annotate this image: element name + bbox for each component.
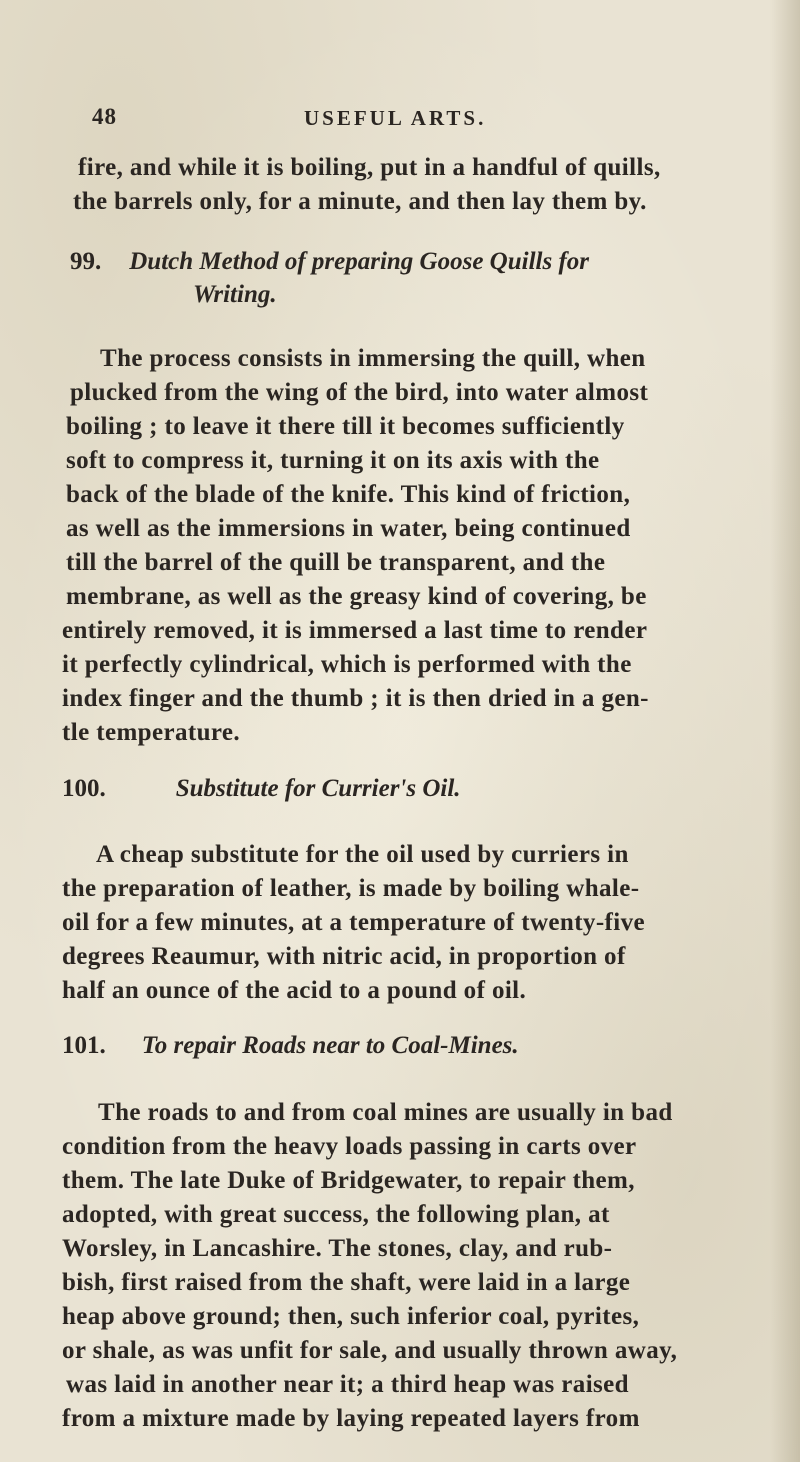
text-line: entirely removed, it is immersed a last time to render	[62, 617, 648, 644]
text-line: membrane, as well as the greasy kind of covering, be	[66, 583, 647, 610]
text-line: index finger and the thumb ; it is then dried in a gen-	[62, 685, 649, 712]
section-title: Substitute for Currier's Oil.	[175, 775, 461, 802]
text-line: them. The late Duke of Bridgewater, to repair them,	[62, 1167, 635, 1194]
section-title: To repair Roads near to Coal-Mines.	[141, 1032, 519, 1059]
text-line: it perfectly cylindrical, which is performed with the	[62, 651, 632, 678]
text-line: plucked from the wing of the bird, into water almost	[70, 379, 649, 406]
text-line: as well as the immersions in water, being continued	[66, 515, 631, 542]
text-line: fire, and while it is boiling, put in a handful of quills,	[78, 154, 661, 181]
section-heading-101	[62, 1031, 519, 1061]
text-line: The process consists in immersing the quill, when	[100, 345, 646, 372]
page-number: 48	[92, 104, 117, 129]
text-line: A cheap substitute for the oil used by curriers in	[96, 841, 629, 868]
text-line: was laid in another near it; a third heap was raised	[66, 1371, 629, 1398]
text-line: soft to compress it, turning it on its axis with the	[66, 447, 600, 474]
text-line: the preparation of leather, is made by boiling whale-	[62, 875, 640, 902]
section-heading-99	[70, 247, 589, 277]
text-line: degrees Reaumur, with nitric acid, in proportion of	[62, 943, 626, 970]
section-title: Dutch Method of preparing Goose Quills for	[129, 248, 590, 275]
text-line: the barrels only, for a minute, and then lay them by.	[73, 188, 647, 215]
text-line: till the barrel of the quill be transparent, and the	[66, 549, 606, 576]
text-line: bish, first raised from the shaft, were laid in a large	[62, 1269, 631, 1296]
section-title-cont: Writing.	[193, 281, 277, 308]
text-line: half an ounce of the acid to a pound of oil.	[62, 977, 527, 1004]
page-header	[92, 104, 732, 144]
text-line: tle temperature.	[62, 719, 241, 746]
page-edge-shadow	[770, 0, 800, 1462]
text-line: or shale, as was unfit for sale, and usually thrown away,	[62, 1337, 678, 1364]
section-number: 101.	[62, 1032, 106, 1059]
text-line: condition from the heavy loads passing in carts over	[62, 1133, 637, 1160]
section-heading-100	[62, 774, 461, 804]
text-line: The roads to and from coal mines are usually in bad	[98, 1099, 673, 1126]
section-heading-99-cont	[193, 280, 277, 310]
text-line: back of the blade of the knife. This kind of friction,	[66, 481, 631, 508]
section-number: 100.	[62, 775, 106, 802]
text-line: Worsley, in Lancashire. The stones, clay, and rub-	[62, 1235, 613, 1262]
text-line: from a mixture made by laying repeated layers from	[62, 1405, 640, 1432]
text-line: boiling ; to leave it there till it becomes sufficiently	[66, 413, 625, 440]
text-line: adopted, with great success, the following plan, at	[62, 1201, 610, 1228]
section-number: 99.	[70, 248, 102, 275]
text-line: heap above ground; then, such inferior coal, pyrites,	[62, 1303, 640, 1330]
running-head: USEFUL ARTS.	[304, 106, 487, 130]
text-line: oil for a few minutes, at a temperature of twenty-five	[62, 909, 646, 936]
